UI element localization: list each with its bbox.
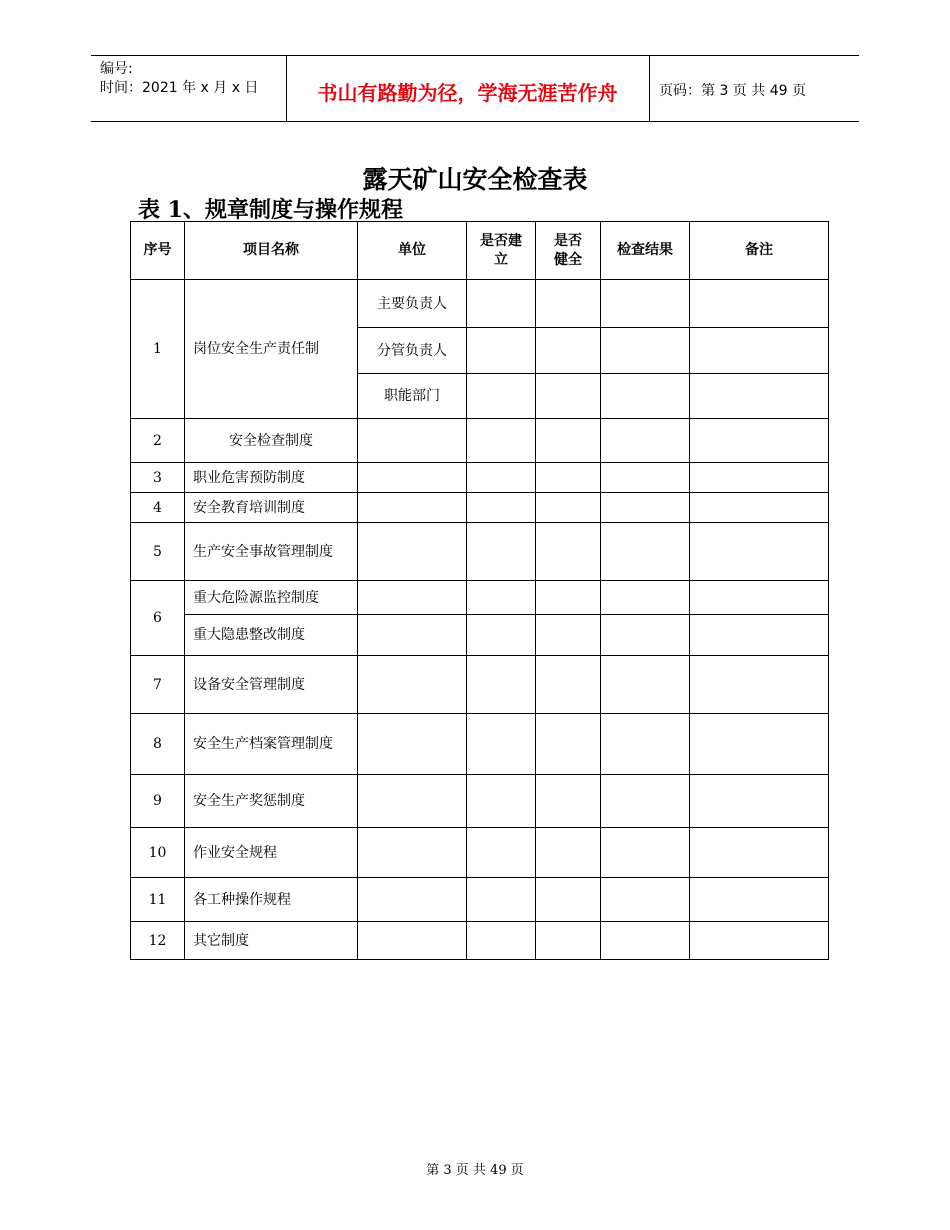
table-row <box>131 878 829 922</box>
established-cell[interactable] <box>467 419 536 463</box>
complete-cell[interactable] <box>536 878 601 922</box>
established-cell[interactable] <box>467 581 536 615</box>
header-cell-no: 序号 <box>131 222 185 280</box>
table-row <box>131 463 829 493</box>
row-number: 3 <box>131 463 185 493</box>
header-divider <box>649 55 650 121</box>
complete-cell[interactable] <box>536 828 601 878</box>
complete-cell[interactable] <box>536 374 601 419</box>
remarks-cell[interactable] <box>690 374 829 419</box>
established-cell[interactable] <box>467 922 536 960</box>
table-row <box>131 419 829 463</box>
unit-cell: 主要负责人 <box>358 280 467 328</box>
item-name: 安全生产档案管理制度 <box>185 714 358 775</box>
result-cell[interactable] <box>601 775 690 828</box>
header-cell-result: 检查结果 <box>601 222 690 280</box>
unit-cell[interactable] <box>358 656 467 714</box>
header-top-rule <box>91 55 859 56</box>
header-motto: 书山有路勤为径，学海无涯苦作舟 <box>317 81 618 105</box>
unit-cell[interactable] <box>358 463 467 493</box>
document-time-label: 时间：2021 年 x 月 x 日 <box>100 80 259 96</box>
row-number: 8 <box>131 714 185 775</box>
header-cell-unit: 单位 <box>358 222 467 280</box>
remarks-cell[interactable] <box>690 493 829 523</box>
result-cell[interactable] <box>601 878 690 922</box>
established-cell[interactable] <box>467 463 536 493</box>
established-cell[interactable] <box>467 328 536 374</box>
remarks-cell[interactable] <box>690 775 829 828</box>
document-id-label: 编号: <box>100 61 133 77</box>
established-cell[interactable] <box>467 775 536 828</box>
result-cell[interactable] <box>601 493 690 523</box>
complete-cell[interactable] <box>536 493 601 523</box>
item-name: 安全生产奖惩制度 <box>185 775 358 828</box>
complete-cell[interactable] <box>536 328 601 374</box>
unit-cell: 职能部门 <box>358 374 467 419</box>
table-row <box>131 615 829 656</box>
remarks-cell[interactable] <box>690 280 829 328</box>
complete-cell[interactable] <box>536 922 601 960</box>
document-title: 露天矿山安全检查表 <box>362 165 588 194</box>
established-cell[interactable] <box>467 656 536 714</box>
remarks-cell[interactable] <box>690 463 829 493</box>
result-cell[interactable] <box>601 463 690 493</box>
header-cell-name: 项目名称 <box>185 222 358 280</box>
established-cell[interactable] <box>467 523 536 581</box>
remarks-cell[interactable] <box>690 828 829 878</box>
established-cell[interactable] <box>467 374 536 419</box>
established-cell[interactable] <box>467 493 536 523</box>
item-name: 设备安全管理制度 <box>185 656 358 714</box>
unit-cell[interactable] <box>358 523 467 581</box>
remarks-cell[interactable] <box>690 714 829 775</box>
result-cell[interactable] <box>601 581 690 615</box>
established-cell[interactable] <box>467 280 536 328</box>
item-name: 其它制度 <box>185 922 358 960</box>
unit-cell[interactable] <box>358 714 467 775</box>
table-row <box>131 828 829 878</box>
row-number: 12 <box>131 922 185 960</box>
complete-cell[interactable] <box>536 775 601 828</box>
unit-cell: 分管负责人 <box>358 328 467 374</box>
table-row <box>131 280 829 328</box>
table-row <box>131 714 829 775</box>
table-row <box>131 493 829 523</box>
item-name: 安全检查制度 <box>185 419 358 463</box>
table-row <box>131 775 829 828</box>
row-number: 10 <box>131 828 185 878</box>
complete-cell[interactable] <box>536 523 601 581</box>
result-cell[interactable] <box>601 714 690 775</box>
unit-cell[interactable] <box>358 615 467 656</box>
complete-cell[interactable] <box>536 581 601 615</box>
table-row <box>131 581 829 615</box>
item-name: 岗位安全生产责任制 <box>185 280 358 419</box>
complete-cell[interactable] <box>536 419 601 463</box>
result-cell[interactable] <box>601 922 690 960</box>
item-name: 作业安全规程 <box>185 828 358 878</box>
remarks-cell[interactable] <box>690 523 829 581</box>
complete-cell[interactable] <box>536 656 601 714</box>
result-cell[interactable] <box>601 328 690 374</box>
row-number: 5 <box>131 523 185 581</box>
remarks-cell[interactable] <box>690 656 829 714</box>
row-number: 6 <box>131 581 185 656</box>
unit-cell[interactable] <box>358 828 467 878</box>
page-footer: 第 3 页 共 49 页 <box>426 1163 524 1178</box>
header-cell-remarks: 备注 <box>690 222 829 280</box>
table-row <box>131 922 829 960</box>
table-row <box>131 656 829 714</box>
result-cell[interactable] <box>601 523 690 581</box>
unit-cell[interactable] <box>358 493 467 523</box>
result-cell[interactable] <box>601 280 690 328</box>
remarks-cell[interactable] <box>690 615 829 656</box>
complete-cell[interactable] <box>536 280 601 328</box>
complete-cell[interactable] <box>536 463 601 493</box>
result-cell[interactable] <box>601 656 690 714</box>
complete-cell[interactable] <box>536 615 601 656</box>
item-name: 安全教育培训制度 <box>185 493 358 523</box>
header-bottom-rule <box>91 121 859 122</box>
item-name: 各工种操作规程 <box>185 878 358 922</box>
result-cell[interactable] <box>601 374 690 419</box>
row-number: 9 <box>131 775 185 828</box>
result-cell[interactable] <box>601 615 690 656</box>
table-row <box>131 523 829 581</box>
unit-cell[interactable] <box>358 581 467 615</box>
result-cell[interactable] <box>601 419 690 463</box>
remarks-cell[interactable] <box>690 419 829 463</box>
established-cell[interactable] <box>467 714 536 775</box>
section-title: 表 1、规章制度与操作规程 <box>138 197 403 223</box>
remarks-cell[interactable] <box>690 328 829 374</box>
item-name: 重大隐患整改制度 <box>185 615 358 656</box>
row-number: 4 <box>131 493 185 523</box>
established-cell[interactable] <box>467 878 536 922</box>
row-number: 11 <box>131 878 185 922</box>
unit-cell[interactable] <box>358 922 467 960</box>
item-name: 职业危害预防制度 <box>185 463 358 493</box>
established-cell[interactable] <box>467 828 536 878</box>
header-cell-established: 是否建立 <box>467 222 536 280</box>
unit-cell[interactable] <box>358 775 467 828</box>
row-number: 7 <box>131 656 185 714</box>
remarks-cell[interactable] <box>690 922 829 960</box>
result-cell[interactable] <box>601 828 690 878</box>
remarks-cell[interactable] <box>690 878 829 922</box>
row-number: 2 <box>131 419 185 463</box>
established-cell[interactable] <box>467 615 536 656</box>
complete-cell[interactable] <box>536 714 601 775</box>
row-number: 1 <box>131 280 185 419</box>
header-cell-complete: 是否健全 <box>536 222 601 280</box>
unit-cell[interactable] <box>358 878 467 922</box>
checklist-table <box>130 221 829 960</box>
remarks-cell[interactable] <box>690 581 829 615</box>
table-header-row <box>131 222 829 280</box>
header-page-number: 页码：第 3 页 共 49 页 <box>659 83 806 99</box>
item-name: 重大危险源监控制度 <box>185 581 358 615</box>
unit-cell[interactable] <box>358 419 467 463</box>
item-name: 生产安全事故管理制度 <box>185 523 358 581</box>
